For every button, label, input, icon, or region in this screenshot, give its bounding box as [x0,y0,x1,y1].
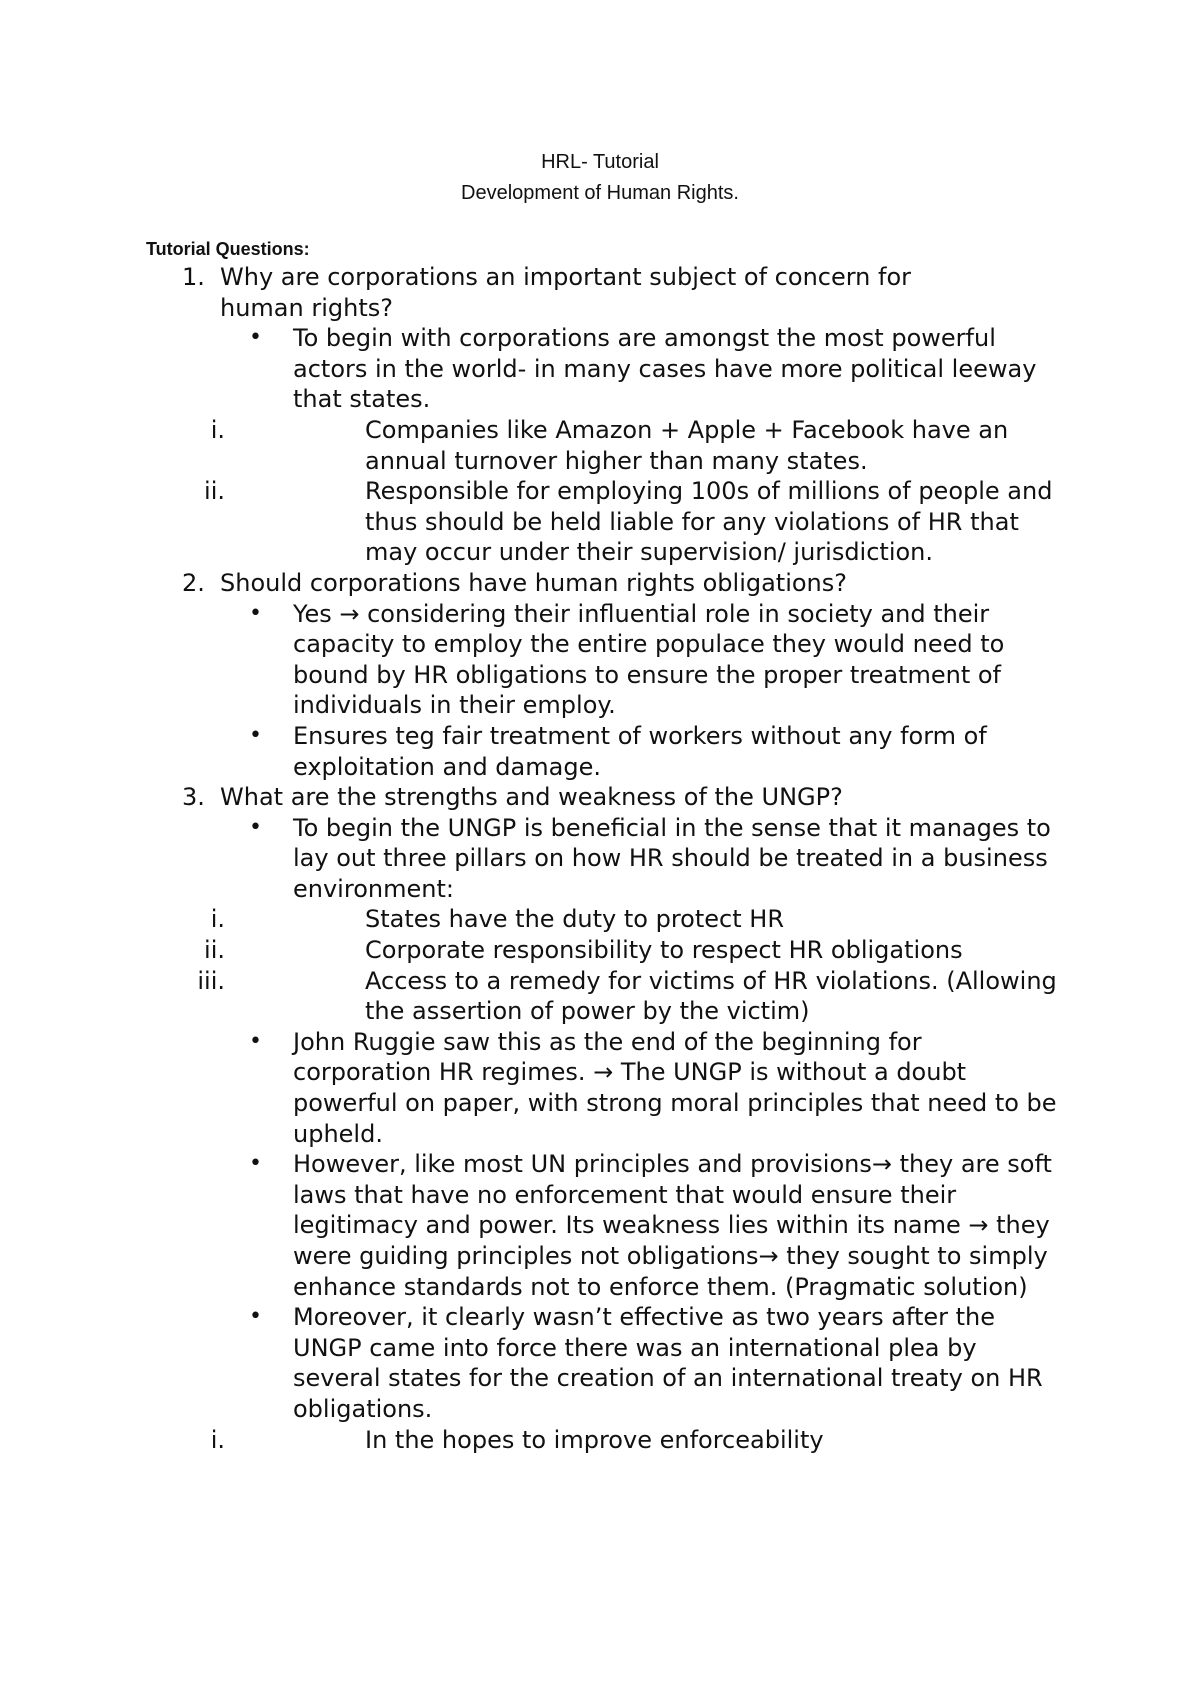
list-text: However, like most UN principles and provisions→ they are soft laws that have no enforcement that would ensure their legitimacy and power. Its weakness lies within its name → they were guiding principles not obligations→ they sought to simply enhance standards not to enforce them. (Pragmatic solution) [293,1150,1052,1301]
bullet-item [0,1149,1063,1302]
roman-item [0,476,1065,568]
roman-item [0,904,1065,935]
list-number: i. [210,415,225,444]
bullet-icon: • [249,325,262,351]
list-text: Companies like Amazon + Apple + Facebook have an annual turnover higher than many states. [365,415,1009,475]
list-text: Yes → considering their influential role in society and their capacity to employ the entire populace they would need to bound by HR obligations to ensure the proper treatment of individuals in their employ. [293,599,1005,720]
document-title: HRL- Tutorial [541,151,659,173]
list-text: Moreover, it clearly wasn’t effective as two years after the UNGP came into force there was an international plea by several states for the creation of an international treaty on HR obligations. [293,1303,1043,1423]
document-header [0,147,1200,209]
list-number: ii. [204,477,225,506]
list-text: Why are corporations an important subject of concern for human rights? [220,263,912,322]
list-number: 1. [182,263,205,291]
list-number: i. [210,905,225,934]
roman-item [0,1425,1065,1456]
bullet-item [0,813,1063,905]
list-number: 2. [182,568,205,597]
list-text: Should corporations have human rights obligations? [220,568,848,597]
list-text: John Ruggie saw this as the end of the beginning for corporation HR regimes. → The UNGP is without a doubt powerful on paper, with strong moral principles that need to be upheld. [293,1027,1057,1148]
question-item [0,782,960,813]
bullet-icon: • [249,600,262,626]
list-number: iii. [197,966,225,995]
bullet-icon: • [249,1028,262,1054]
section-label: Tutorial Questions: [146,239,310,259]
question-item [0,568,960,599]
document-subtitle: Development of Human Rights. [461,182,739,204]
roman-item [0,415,1065,476]
question-list [0,262,1200,1455]
list-number: 3. [182,783,205,812]
list-text: Responsible for employing 100s of millions of people and thus should be held liable for any violations of HR that may occur under their supervision/ jurisdiction. [365,477,1053,567]
bullet-icon: • [249,814,262,840]
roman-item [0,935,1065,966]
list-text: Corporate responsibility to respect HR obligations [365,936,963,965]
list-text: To begin the UNGP is beneficial in the sense that it manages to lay out three pillars on how HR should be treated in a business environment: [293,813,1051,903]
bullet-icon: • [249,1151,262,1177]
bullet-item [0,599,1063,721]
bullet-item [0,721,1063,782]
list-text: Access to a remedy for victims of HR violations. (Allowing the assertion of power by the victim) [365,966,1057,1026]
list-number: ii. [204,936,225,965]
bullet-item [0,323,1063,415]
list-text: What are the strengths and weakness of the UNGP? [220,783,843,812]
list-number: i. [210,1425,225,1454]
bullet-item [0,1302,1063,1424]
bullet-icon: • [249,722,262,748]
roman-item [0,966,1065,1027]
bullet-item [0,1027,1063,1149]
list-text: States have the duty to protect HR [365,905,784,934]
list-text: Ensures teg fair treatment of workers without any form of exploitation and damage. [293,721,987,781]
list-text: In the hopes to improve enforceability [365,1425,824,1454]
bullet-icon: • [249,1304,262,1330]
question-item [0,262,960,323]
list-text: To begin with corporations are amongst the most powerful actors in the world- in many cases have more political leeway that states. [293,324,1037,414]
